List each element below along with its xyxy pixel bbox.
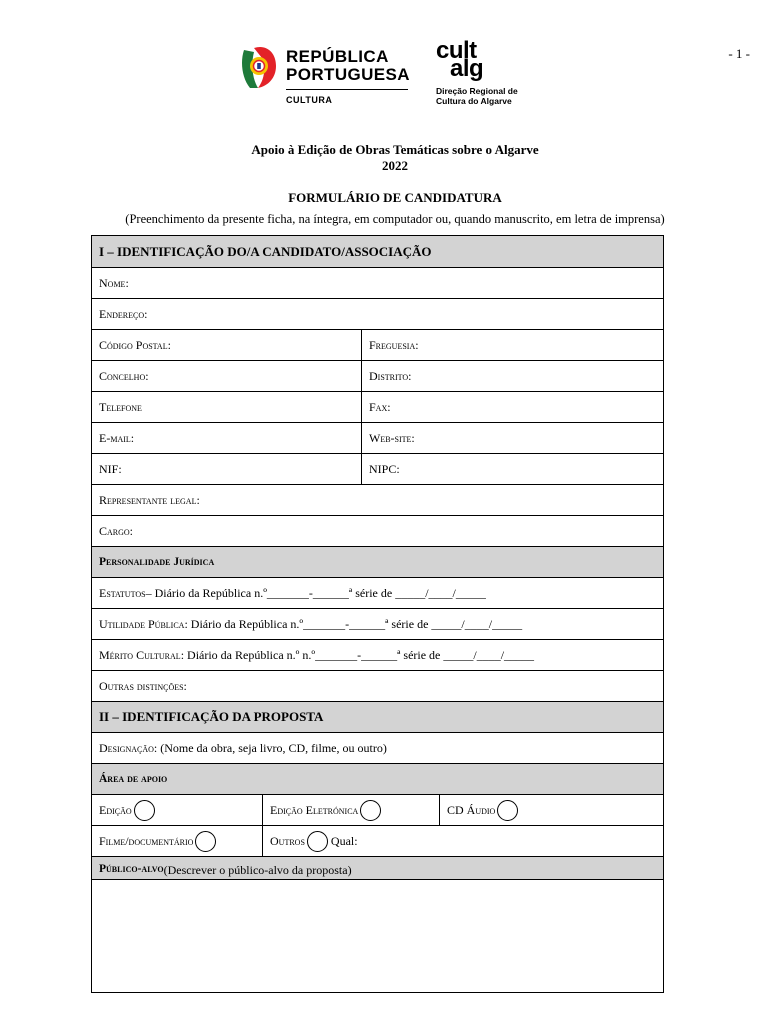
option-edicao[interactable]: Edição — [92, 795, 262, 825]
row-codigo-freguesia — [92, 329, 663, 360]
section-personalidade-juridica: Personalidade Jurídica — [92, 546, 663, 577]
fill-instructions: (Preenchimento da presente ficha, na íntegra, em computador ou, quando manuscrito, em letra de imprensa) — [125, 212, 665, 226]
edicao-eletronica-radio[interactable] — [360, 800, 381, 821]
field-concelho[interactable]: Concelho: — [99, 368, 149, 383]
cd-audio-radio[interactable] — [497, 800, 518, 821]
direcao-regional-label: Direção Regional de Cultura do Algarve — [436, 86, 518, 106]
field-freguesia[interactable]: Freguesia: — [361, 330, 663, 360]
outros-radio[interactable] — [307, 831, 328, 852]
cult-alg-logo: cult alg Direção Regional de Cultura do Algarve — [436, 37, 518, 106]
row-nif-nipc — [92, 453, 663, 484]
edicao-radio[interactable] — [134, 800, 155, 821]
row-telefone-fax — [92, 391, 663, 422]
field-endereco[interactable]: Endereço: — [92, 298, 663, 329]
field-merito-cultural[interactable]: Mérito Cultural : Diário da República n.º n.º_______-______ª série de _____/____/_____ — [92, 639, 663, 670]
field-outras-distincoes[interactable]: Outras distinções: — [92, 670, 663, 701]
row-email-website — [92, 422, 663, 453]
field-distrito[interactable]: Distrito: — [361, 361, 663, 391]
field-fax[interactable]: Fax: — [361, 392, 663, 422]
section-identificacao-proposta: II – IDENTIFICAÇÃO DA PROPOSTA — [92, 701, 663, 732]
form-title: FORMULÁRIO DE CANDIDATURA — [288, 190, 502, 205]
field-estatutos[interactable]: Estatutos – Diário da República n.º_______-______ª série de _____/____/_____ — [92, 577, 663, 608]
portugal-emblem-icon — [238, 44, 278, 90]
field-website[interactable]: Web-site: — [361, 423, 663, 453]
row-concelho-distrito — [92, 360, 663, 391]
field-utilidade-publica[interactable]: Utilidade Pública : Diário da República n.º_______-______ª série de _____/____/_____ — [92, 608, 663, 639]
option-outros[interactable]: Outros Qual: — [262, 826, 663, 856]
document-title: Apoio à Edição de Obras Temáticas sobre o Algarve 2022 — [251, 142, 539, 173]
filme-documentario-radio[interactable] — [195, 831, 216, 852]
section-publico-alvo: Público-alvo (Descrever o público-alvo da proposta) — [92, 856, 663, 879]
section-area-apoio: Área de apoio — [92, 763, 663, 794]
republica-portuguesa-logo — [238, 44, 414, 110]
field-nif[interactable]: NIF: — [99, 461, 122, 476]
field-codigo-postal[interactable]: Código Postal: — [99, 337, 171, 352]
field-representante-legal[interactable]: Representante legal: — [92, 484, 663, 515]
row-area-options-2 — [92, 825, 663, 856]
cultura-label: CULTURA — [286, 95, 333, 105]
field-email[interactable]: E-mail: — [99, 430, 135, 445]
row-area-options-1 — [92, 794, 663, 825]
republica-portuguesa-wordmark: REPÚBLICA PORTUGUESA — [286, 47, 410, 84]
application-form — [91, 235, 664, 993]
publico-alvo-textarea[interactable] — [92, 879, 663, 992]
field-nome[interactable]: Nome: — [92, 267, 663, 298]
page-number: - 1 - — [728, 46, 750, 61]
field-telefone[interactable]: Telefone — [99, 399, 142, 414]
option-filme-documentario[interactable]: Filme/documentário — [92, 826, 262, 856]
option-cd-audio[interactable]: CD Áudio — [439, 795, 663, 825]
option-edicao-eletronica[interactable]: Edição Eletrónica — [262, 795, 439, 825]
field-designacao[interactable]: Designação : (Nome da obra, seja livro, CD, filme, ou outro) — [92, 732, 663, 763]
field-cargo[interactable]: Cargo: — [92, 515, 663, 546]
field-nipc[interactable]: NIPC: — [361, 454, 663, 484]
section-identificacao-candidato: I – IDENTIFICAÇÃO DO/A CANDIDATO/ASSOCIAÇÃO — [92, 236, 663, 267]
